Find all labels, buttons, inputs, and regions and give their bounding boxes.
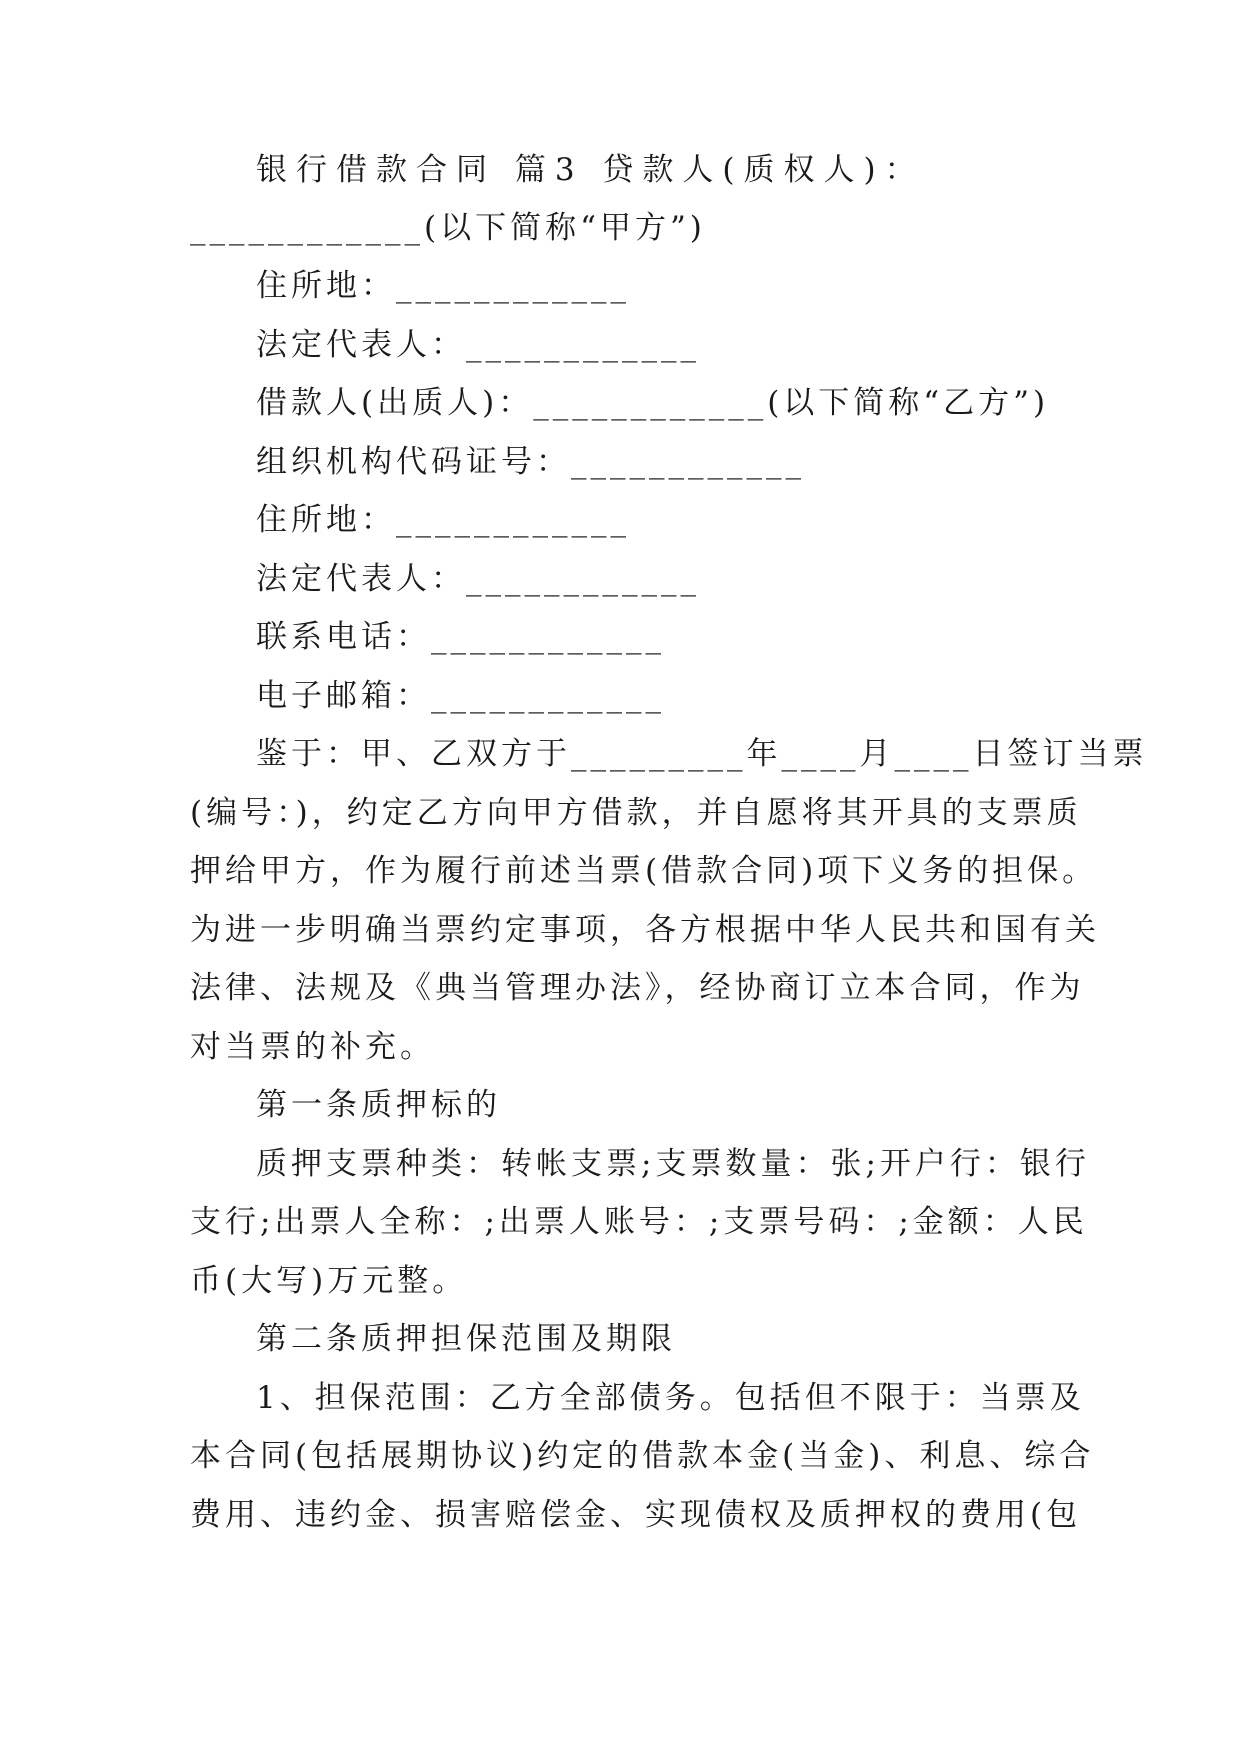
text-line: 支行;出票人全称：;出票人账号：;支票号码：;金额：人民 xyxy=(190,1204,1088,1240)
text-line: 质押支票种类：转帐支票;支票数量：张;开户行：银行 xyxy=(256,1146,1090,1182)
text-line: 对当票的补充。 xyxy=(190,1029,435,1065)
section-heading: 第二条质押担保范围及期限 xyxy=(256,1321,676,1357)
text-line: 借款人(出质人)：____________(以下简称“乙方”) xyxy=(256,385,1050,421)
text-line: 住所地：____________ xyxy=(256,502,630,538)
text-line: 费用、违约金、损害赔偿金、实现债权及质押权的费用(包 xyxy=(190,1497,1082,1533)
text-line: 为进一步明确当票约定事项，各方根据中华人民共和国有关 xyxy=(190,912,1100,948)
text-line: 押给甲方，作为履行前述当票(借款合同)项下义务的担保。 xyxy=(190,853,1098,889)
text-line: 鉴于：甲、乙双方于_________年____月____日签订当票 xyxy=(256,736,1148,772)
text-line: 住所地：____________ xyxy=(256,268,630,304)
text-line: 币(大写)万元整。 xyxy=(190,1263,468,1299)
text-line: 本合同(包括展期协议)约定的借款本金(当金)、利息、综合 xyxy=(190,1438,1095,1474)
text-line: 法律、法规及《典当管理办法》，经协商订立本合同，作为 xyxy=(190,970,1085,1006)
text-line: 法定代表人：____________ xyxy=(256,561,700,597)
text-line: ____________(以下简称“甲方”) xyxy=(190,210,706,246)
text-line: 法定代表人：____________ xyxy=(256,327,700,363)
text-line: 组织机构代码证号：____________ xyxy=(256,444,805,480)
section-heading: 第一条质押标的 xyxy=(256,1087,501,1123)
text-line: 1、担保范围：乙方全部债务。包括但不限于：当票及 xyxy=(256,1380,1085,1416)
document-title-line: 银行借款合同 篇3 贷款人(质权人)： xyxy=(256,152,925,188)
text-line: 电子邮箱：____________ xyxy=(256,678,665,714)
text-line: 联系电话：____________ xyxy=(256,619,665,655)
text-line: (编号：)，约定乙方向甲方借款，并自愿将其开具的支票质 xyxy=(190,795,1082,831)
